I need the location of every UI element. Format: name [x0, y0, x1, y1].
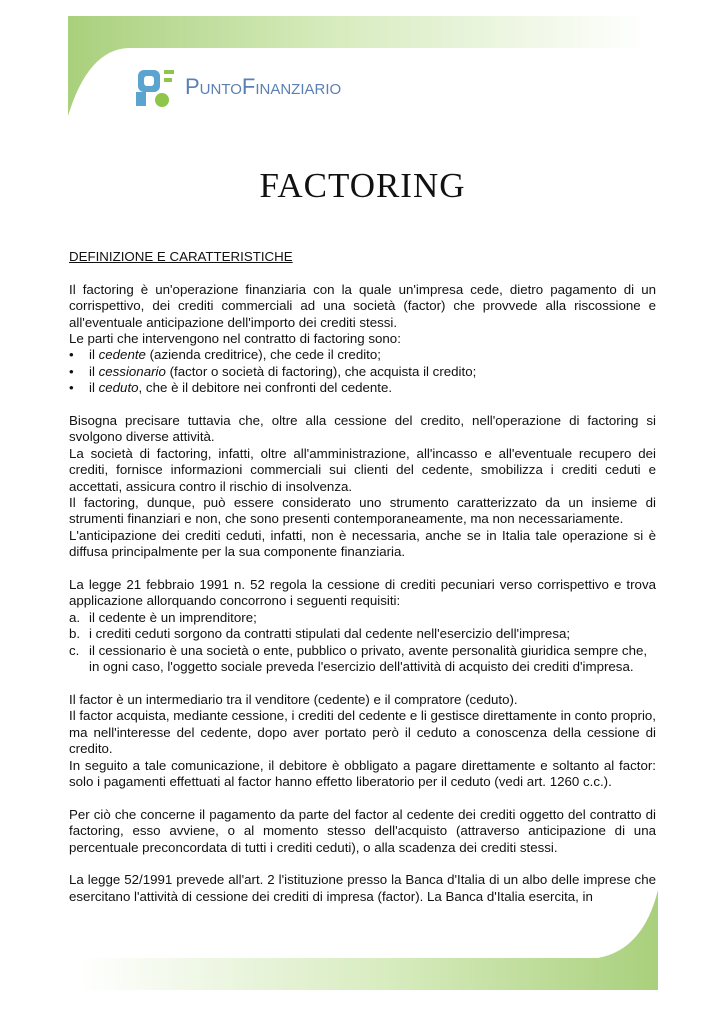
term: cedente: [98, 347, 146, 363]
requirements-list: [69, 610, 656, 676]
list-item: b. i crediti ceduti sorgono da contratti stipulati dal cedente nell'esercizio dell'impresa;: [69, 626, 571, 642]
activities-paragraph: Bisogna precisare tuttavia che, oltre alla cessione del credito, nell'operazione di factoring si svolgono diverse attività.: [69, 413, 656, 445]
communication-paragraph: In seguito a tale comunicazione, il debitore è obbligato a pagare direttamente e soltanto al factor: solo i pagamenti effettuati al factor hanno effetto liberatorio per il ceduto (vedi art. 1260 c.c.).: [69, 757, 656, 789]
list-item: • il cedente (azienda creditrice), che cede il credito;: [69, 347, 381, 363]
document-body: [69, 249, 656, 905]
instrument-paragraph: Il factoring, dunque, può essere considerato uno strumento caratterizzato da un insieme di strumenti finanziari e non, che sono presenti contemporaneamente, ma non necessariamente.: [69, 495, 656, 527]
company-paragraph: La società di factoring, infatti, oltre all'amministrazione, all'incasso e all'eventuale recupero dei crediti, fornisce informazioni commerciali sui clienti del cedente, smobilizza i crediti ceduti e accettati, assicura contro il rischio di insolvenza.: [69, 445, 656, 494]
anticipation-paragraph: L'anticipazione dei crediti ceduti, infatti, non è necessaria, anche se in Italia tale operazione si è diffusa principalmente per la sua componente finanziaria.: [69, 527, 656, 560]
parties-list: [69, 347, 656, 396]
acquires-paragraph: Il factor acquista, mediante cessione, i crediti del cedente e li gestisce direttamente in conto proprio, ma nell'interesse del cedente, dopo aver portato però il ceduto a conoscenza della cessione di credito.: [69, 708, 656, 757]
list-item: • il cessionario (factor o società di factoring), che acquista il credito;: [69, 363, 477, 379]
list-item: c. il cessionario è una società o ente, pubblico o privato, avente personalità giuridica sempre che, in ogni caso, l'oggetto sociale preveda l'esercizio dell'attività di acquisto dei crediti d'impresa.: [69, 642, 648, 675]
term: ceduto: [98, 380, 139, 396]
intermediary-paragraph: Il factor è un intermediario tra il venditore (cedente) e il compratore (ceduto).: [69, 691, 518, 707]
bullet-icon: •: [69, 363, 74, 379]
list-marker: c.: [69, 642, 80, 658]
bullet-icon: •: [69, 347, 74, 363]
term: cessionario: [98, 363, 166, 379]
list-item: a. il cedente è un imprenditore;: [69, 609, 257, 625]
register-paragraph: La legge 52/1991 prevede all'art. 2 l'istituzione presso la Banca d'Italia di un albo delle imprese che esercitano l'attività di cessione dei crediti di impresa (factor). La Banca d'Italia esercita, in: [69, 872, 656, 904]
parties-intro: Le parti che intervengono nel contratto di factoring sono:: [69, 331, 401, 347]
list-marker: b.: [69, 626, 81, 642]
section-heading: DEFINIZIONE E CARATTERISTICHE: [69, 249, 293, 264]
bullet-icon: •: [69, 380, 74, 396]
payment-paragraph: Per ciò che concerne il pagamento da parte del factor al cedente dei crediti oggetto del contratto di factoring, esso avviene, o al momento stesso dell'acquisto (attraverso anticipazione di una percentuale preconcordata di tutti i crediti ceduti), o alla scadenza dei crediti stessi.: [69, 806, 656, 855]
list-marker: a.: [69, 609, 81, 625]
brand-logo-text: PuntoFinanziario: [185, 74, 342, 99]
list-item: • il ceduto, che è il debitore nei confronti del cedente.: [69, 380, 393, 396]
law-intro-paragraph: La legge 21 febbraio 1991 n. 52 regola la cessione di crediti pecuniari verso corrispettivo e trova applicazione allorquando concorrono i seguenti requisiti:: [69, 577, 656, 609]
document-title: FACTORING: [259, 166, 466, 205]
intro-paragraph: Il factoring è un'operazione finanziaria con la quale un'impresa cede, dietro pagamento di un corrispettivo, dei crediti commerciali ad una società (factor) che provvede alla riscossione e all'eventuale anticipazione dell'importo dei crediti stessi.: [69, 281, 656, 330]
